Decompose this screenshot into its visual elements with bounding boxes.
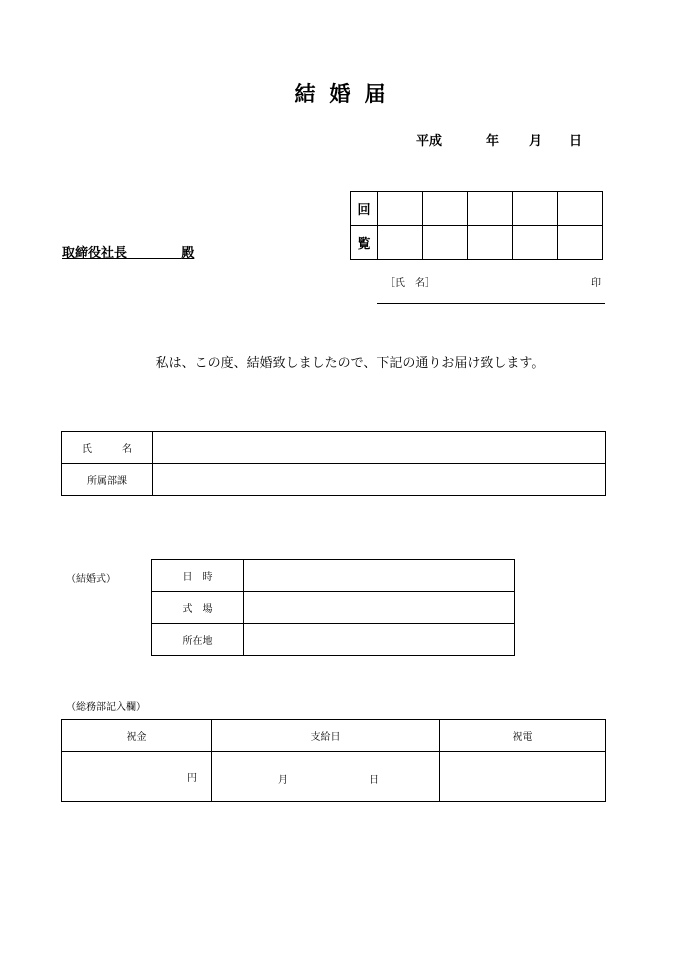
stamp-cell[interactable]	[378, 192, 423, 226]
stamp-cell[interactable]	[423, 226, 468, 260]
employee-name-label: 氏 名	[62, 432, 153, 464]
circulation-label-bottom: 覧	[351, 226, 378, 260]
page-title: 結婚届	[294, 82, 400, 106]
admin-table	[61, 719, 606, 802]
statement-text: 私は、この度、結婚致しましたので、下記の通りお届け致します。	[155, 356, 545, 371]
employee-table	[61, 431, 606, 496]
circulation-stamp-grid	[350, 191, 603, 260]
wedding-datetime-field[interactable]	[244, 560, 515, 592]
stamp-cell[interactable]	[558, 226, 603, 260]
date-day-unit: 日	[569, 134, 583, 149]
admin-section-label: （総務部記入欄）	[66, 702, 146, 713]
employee-name-field[interactable]	[153, 432, 606, 464]
circulation-label-top: 回	[351, 192, 378, 226]
signature-line[interactable]	[377, 303, 605, 304]
addressee-honorific: 殿	[181, 246, 195, 261]
date-month-unit: 月	[529, 134, 543, 149]
payment-month-unit: 月	[278, 775, 288, 786]
wedding-datetime-label: 日 時	[152, 560, 244, 592]
wedding-table	[151, 559, 515, 656]
stamp-cell[interactable]	[423, 192, 468, 226]
telegram-label: 祝電	[440, 720, 606, 752]
wedding-location-field[interactable]	[244, 624, 515, 656]
employee-department-label: 所属部課	[62, 464, 153, 496]
wedding-section-label: （結婚式）	[66, 574, 116, 585]
wedding-venue-label: 式 場	[152, 592, 244, 624]
addressee	[62, 242, 194, 261]
stamp-cell[interactable]	[468, 192, 513, 226]
stamp-cell[interactable]	[468, 226, 513, 260]
telegram-field[interactable]	[440, 752, 606, 802]
stamp-cell[interactable]	[558, 192, 603, 226]
date-era: 平成	[416, 134, 443, 149]
wedding-location-label: 所在地	[152, 624, 244, 656]
gift-money-field[interactable]	[62, 752, 212, 802]
signature-seal: 印	[591, 278, 601, 289]
employee-department-field[interactable]	[153, 464, 606, 496]
addressee-name: 取締役社長	[62, 246, 128, 261]
stamp-cell[interactable]	[513, 226, 558, 260]
signature-label: ［氏 名］	[385, 278, 435, 289]
payment-date-label: 支給日	[212, 720, 440, 752]
date-year-unit: 年	[486, 134, 500, 149]
gift-money-label: 祝金	[62, 720, 212, 752]
payment-day-unit: 日	[369, 775, 379, 786]
stamp-cell[interactable]	[513, 192, 558, 226]
wedding-venue-field[interactable]	[244, 592, 515, 624]
stamp-cell[interactable]	[378, 226, 423, 260]
payment-date-field[interactable]	[212, 752, 440, 802]
yen-unit: 円	[187, 773, 197, 784]
